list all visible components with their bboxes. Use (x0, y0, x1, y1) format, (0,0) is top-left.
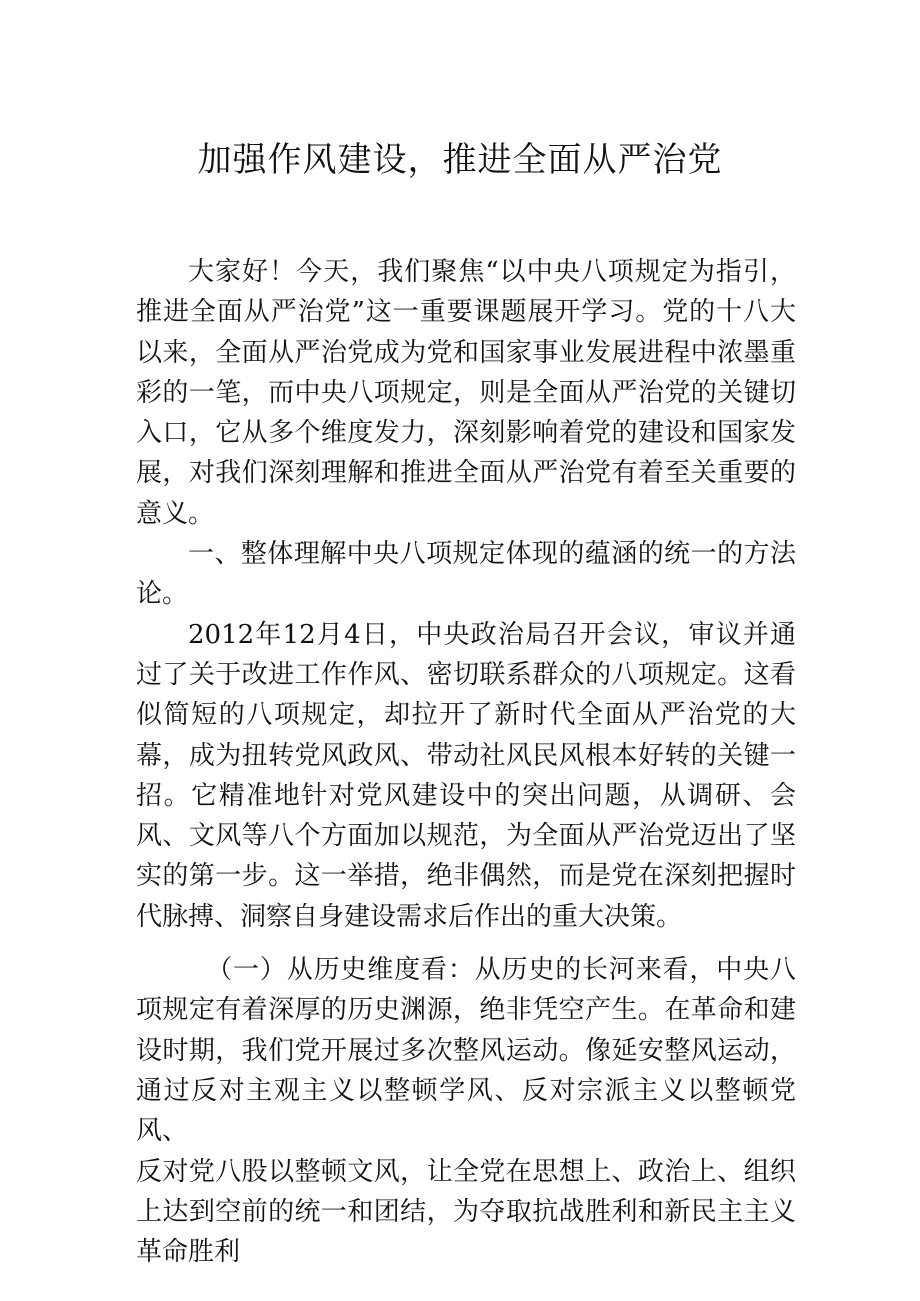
document-body (136, 252, 796, 1272)
paragraph-continuation: 反对党八股以整顿文风，让全党在思想上、政治上、组织上达到空前的统一和团结，为夺取抗战胜利和新民主主义革命胜利 (136, 1156, 796, 1268)
document-title: 加强作风建设，推进全面从严治党 (197, 140, 723, 180)
paragraph-historical-dimension: （一）从历史维度看：从历史的长河来看，中央八项规定有着深厚的历史渊源，绝非凭空产生。在革命和建设时期，我们党开展过多次整风运动。像延安整风运动，通过反对主观主义以整顿学风、反对宗派主义以整顿党风、 (136, 955, 796, 1147)
paragraph-intro: 大家好！今天，我们聚焦“以中央八项规定为指引，推进全面从严治党”这一重要课题展开学习。党的十八大以来，全面从严治党成为党和国家事业发展进程中浓墨重彩的一笔，而中央八项规定，则是全面从严治党的关键切入口，它从多个维度发力，深刻影响着党的建设和国家发展，对我们深刻理解和推进全面从严治党有着至关重要的意义。 (136, 257, 796, 529)
paragraph-section-heading: 一、整体理解中央八项规定体现的蕴涵的统一的方法论。 (136, 539, 796, 610)
paragraph-background: 2012年12月4日，中央政治局召开会议，审议并通过了关于改进工作作风、密切联系群众的八项规定。这看似简短的八项规定，却拉开了新时代全面从严治党的大幕，成为扭转党风政风、带动社风民风根本好转的关键一招。它精准地针对党风建设中的突出问题，从调研、会风、文风等八个方面加以规范，为全面从严治党迈出了坚实的第一步。这一举措，绝非偶然，而是党在深刻把握时代脉搏、洞察自身建设需求后作出的重大决策。 (136, 619, 796, 932)
